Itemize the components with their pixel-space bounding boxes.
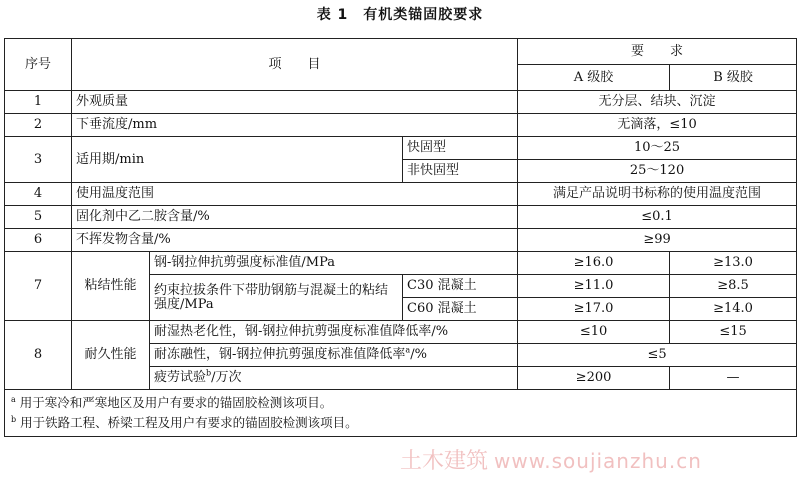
row-subitem: 耐湿热老化性，钢-钢拉伸抗剪强度标准值降低率/% [150, 321, 518, 344]
row-item: 不挥发物含量/% [72, 229, 518, 252]
row-value-a: ≤10 [518, 321, 670, 344]
row-no: 1 [5, 91, 72, 114]
footnote-marker: a [405, 345, 411, 355]
row-value-b: — [670, 367, 797, 390]
table-row [5, 91, 797, 114]
row-value: 25～120 [518, 160, 797, 183]
row-subitem [150, 367, 518, 390]
header-row [5, 39, 797, 65]
notes-row [5, 390, 797, 437]
row-no: 2 [5, 114, 72, 137]
row-no: 8 [5, 321, 72, 390]
row-value-a: ≥200 [518, 367, 670, 390]
watermark-url: www.soujianzhu.cn [494, 449, 702, 473]
row-no: 7 [5, 252, 72, 321]
subitem-text: 疲劳试验 [154, 370, 207, 385]
subitem-text: 耐冻融性，钢-钢拉伸抗剪强度标准值降低率 [154, 347, 406, 362]
watermark-cn: 土木建筑 [400, 449, 489, 474]
row-value: 无滴落，≤10 [518, 114, 797, 137]
row-value-a: ≥11.0 [518, 275, 670, 298]
row-subitem: 约束拉拔条件下带肋钢筋与混凝土的粘结强度/MPa [150, 275, 403, 321]
footnote-marker: b [206, 368, 212, 378]
row-subitem: 快固型 [403, 137, 518, 160]
watermark [400, 444, 702, 475]
note-a-marker: a [11, 394, 16, 404]
row-value: 10～25 [518, 137, 797, 160]
row-no: 3 [5, 137, 72, 183]
row-concrete-grade: C60 混凝土 [403, 298, 518, 321]
note-b-text: 用于铁路工程、桥梁工程及用户有要求的锚固胶检测该项目。 [20, 415, 358, 430]
row-value-a: ≥16.0 [518, 252, 670, 275]
table-notes [5, 390, 797, 437]
header-grade-b: B 级胶 [670, 65, 797, 91]
row-item: 适用期/min [72, 137, 403, 183]
header-no: 序号 [5, 39, 72, 91]
requirements-table [4, 38, 797, 437]
table-row [5, 321, 797, 344]
table-title: 表 1 有机类锚固胶要求 [316, 7, 484, 23]
table-row [5, 183, 797, 206]
subitem-unit: /% [410, 347, 427, 362]
row-value-b: ≥8.5 [670, 275, 797, 298]
header-item: 项 目 [72, 39, 518, 91]
header-grade-a: A 级胶 [518, 65, 670, 91]
note-b [11, 413, 790, 433]
row-subitem: 非快固型 [403, 160, 518, 183]
row-value: ≥99 [518, 229, 797, 252]
row-value: ≤0.1 [518, 206, 797, 229]
table-row [5, 114, 797, 137]
row-group: 粘结性能 [72, 252, 150, 321]
row-item: 外观质量 [72, 91, 518, 114]
note-a [11, 393, 790, 413]
row-item: 下垂流度/mm [72, 114, 518, 137]
row-subitem: 钢-钢拉伸抗剪强度标准值/MPa [150, 252, 518, 275]
row-no: 5 [5, 206, 72, 229]
note-a-text: 用于寒冷和严寒地区及用户有要求的锚固胶检测该项目。 [19, 395, 333, 410]
row-value-b: ≥14.0 [670, 298, 797, 321]
row-value-b: ≥13.0 [670, 252, 797, 275]
table-row [5, 252, 797, 275]
row-value-a: ≥17.0 [518, 298, 670, 321]
row-group: 耐久性能 [72, 321, 150, 390]
note-b-marker: b [11, 414, 17, 424]
row-value-b: ≤15 [670, 321, 797, 344]
row-no: 6 [5, 229, 72, 252]
table-row [5, 137, 797, 160]
row-item: 固化剂中乙二胺含量/% [72, 206, 518, 229]
table-row [5, 206, 797, 229]
row-no: 4 [5, 183, 72, 206]
subitem-unit: /万次 [211, 370, 242, 385]
table-row [5, 229, 797, 252]
row-value: 无分层、结块、沉淀 [518, 91, 797, 114]
row-value: 满足产品说明书标称的使用温度范围 [518, 183, 797, 206]
row-value: ≤5 [518, 344, 797, 367]
row-item: 使用温度范围 [72, 183, 518, 206]
header-requirement: 要 求 [518, 39, 797, 65]
row-subitem [150, 344, 518, 367]
row-concrete-grade: C30 混凝土 [403, 275, 518, 298]
